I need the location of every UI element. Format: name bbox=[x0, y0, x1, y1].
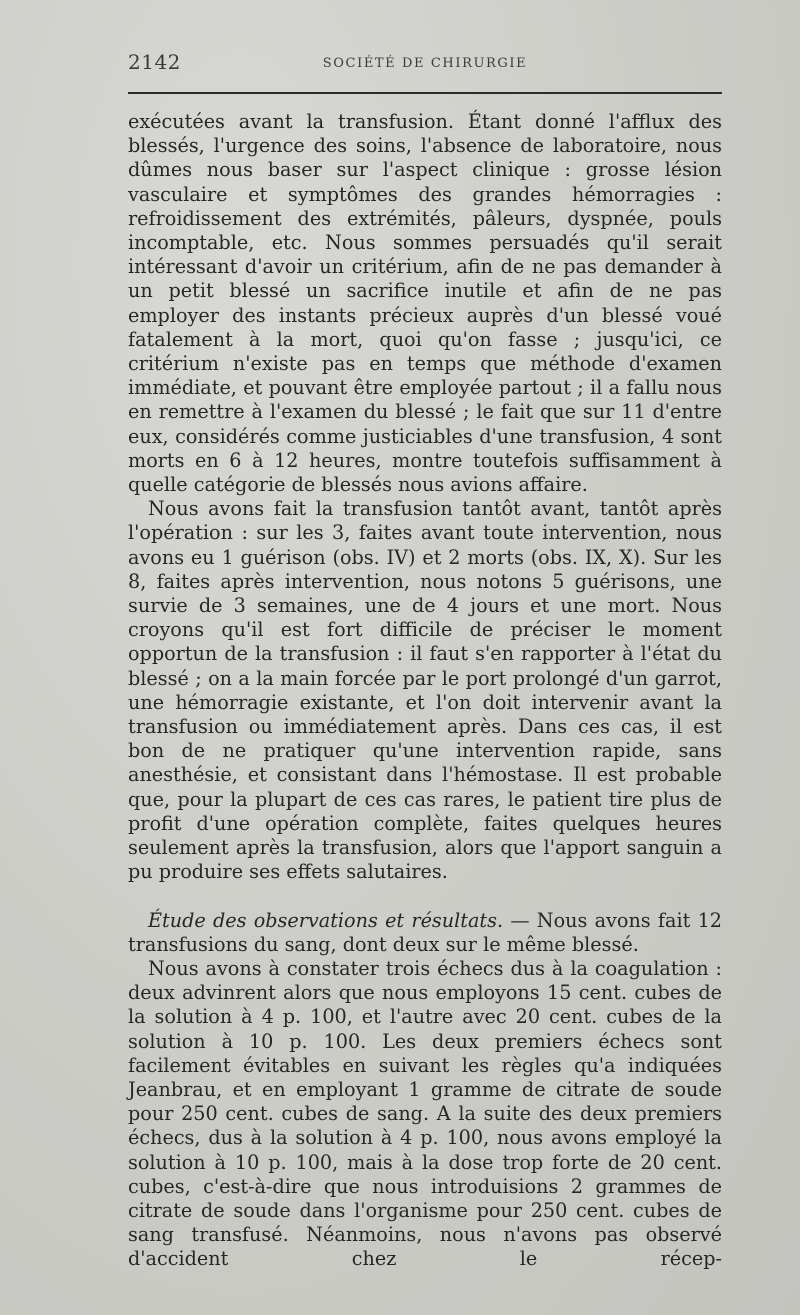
page-number: 2142 bbox=[128, 50, 181, 74]
section-title: Étude des observations et résultats. bbox=[148, 908, 504, 932]
paragraph-spacer bbox=[128, 885, 722, 909]
paragraph-1: exécutées avant la transfusion. Étant donné l'afflux des blessés, l'urgence des soins, l'absence de laboratoire, nous dûmes nous baser sur l'aspect clinique : grosse lésion vasculaire et symptômes des grandes hémorragies : refroidissement des extrémités, pâleurs, dyspnée, pouls incomptable, etc. Nous sommes persuadés qu'il serait intéressant d'avoir un critérium, afin de ne pas demander à un petit blessé un sacrifice inutile et afin de ne pas employer des instants précieux auprès d'un blessé voué fatalement à la mort, quoi qu'on fasse ; jusqu'ici, ce critérium n'existe pas en temps que méthode d'examen immédiate, et pouvant être employée partout ; il a fallu nous en remettre à l'examen du blessé ; le fait que sur 11 d'entre eux, considérés comme justiciables d'une transfusion, 4 sont morts en 6 à 12 heures, montre toutefois suffisamment à quelle catégorie de blessés nous avions affaire. bbox=[128, 110, 722, 497]
section-paragraph bbox=[128, 909, 722, 957]
body-text bbox=[128, 110, 722, 1272]
header-rule bbox=[128, 92, 722, 94]
running-head: SOCIÉTÉ DE CHIRURGIE bbox=[322, 56, 528, 71]
page-header bbox=[128, 50, 722, 78]
paragraph-3: Nous avons à constater trois échecs dus à la coagulation : deux advinrent alors que nous employons 15 cent. cubes de la solution à 4 p. 100, et l'autre avec 20 cent. cubes de la solution à 10 p. 100. Les deux premiers échecs sont facilement évitables en suivant les règles qu'a indiquées Jeanbrau, et en employant 1 gramme de citrate de soude pour 250 cent. cubes de sang. A la suite des deux premiers échecs, dus à la solution à 4 p. 100, nous avons employé la solution à 10 p. 100, mais à la dose trop forte de 20 cent. cubes, c'est-à-dire que nous introduisions 2 grammes de citrate de soude dans l'organisme pour 250 cent. cubes de sang transfusé. Néanmoins, nous n'avons pas observé d'accident chez le récep- bbox=[128, 956, 722, 1271]
section-text: — Nous avons fait 12 transfusions du sang, dont deux sur le même blessé. bbox=[128, 908, 722, 956]
paragraph-2: Nous avons fait la transfusion tantôt avant, tantôt après l'opération : sur les 3, faites avant toute intervention, nous avons eu 1 guérison (obs. IV) et 2 morts (obs. IX, X). Sur les 8, faites après intervention, nous notons 5 guérisons, une survie de 3 semaines, une de 4 jours et une mort. Nous croyons qu'il est fort difficile de préciser le moment opportun de la transfusion : il faut s'en rapporter à l'état du blessé ; on a la main forcée par le port prolongé d'un garrot, une hémorragie existante, et l'on doit intervenir avant la transfusion ou immédiatement après. Dans ces cas, il est bon de ne pratiquer qu'une intervention rapide, sans anesthésie, et consistant dans l'hémostase. Il est probable que, pour la plupart de ces cas rares, le patient tire plus de profit d'une opération complète, faites quelques heures seulement après la transfusion, alors que l'apport sanguin a pu produire ses effets salutaires. bbox=[128, 497, 722, 884]
